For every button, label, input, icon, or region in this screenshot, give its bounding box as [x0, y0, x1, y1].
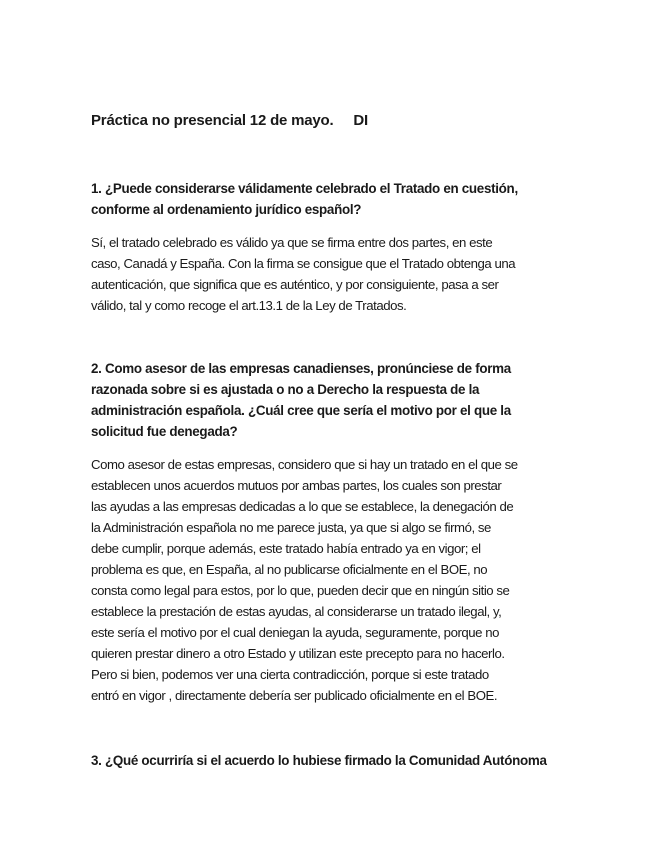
answer-2-line: Pero si bien, podemos ver una cierta contradicción, porque si este tratado	[91, 667, 489, 682]
question-1	[91, 178, 571, 220]
answer-2-line: consta como legal para estos, por lo que, pueden decir que en ningún sitio se	[91, 583, 510, 598]
answer-2-line: entró en vigor , directamente debería ser publicado oficialmente en el BOE.	[91, 688, 498, 703]
answer-2-line: problema es que, en España, al no publicarse oficialmente en el BOE, no	[91, 562, 488, 577]
question-3-line: 3. ¿Qué ocurriría si el acuerdo lo hubiese firmado la Comunidad Autónoma	[91, 753, 547, 768]
question-2-line: 2. Como asesor de las empresas canadienses, pronúnciese de forma	[91, 361, 511, 376]
answer-1	[91, 232, 571, 316]
answer-1-line: Sí, el tratado celebrado es válido ya que se firma entre dos partes, en este	[91, 235, 493, 250]
answer-1-line: autenticación, que significa que es auténtico, y por consiguiente, pasa a ser	[91, 277, 499, 292]
document-title: Práctica no presencial 12 de mayo. DI	[91, 112, 368, 129]
answer-2	[91, 454, 571, 706]
question-1-line: 1. ¿Puede considerarse válidamente celebrado el Tratado en cuestión,	[91, 181, 518, 196]
question-2	[91, 358, 571, 442]
answer-2-line: establece la prestación de estas ayudas, al considerarse un tratado ilegal, y,	[91, 604, 502, 619]
question-2-line: razonada sobre si es ajustada o no a Derecho la respuesta de la	[91, 382, 480, 397]
question-2-line: solicitud fue denegada?	[91, 424, 238, 439]
question-3	[91, 750, 571, 771]
answer-1-line: válido, tal y como recoge el art.13.1 de la Ley de Tratados.	[91, 298, 407, 313]
answer-2-line: Como asesor de estas empresas, considero que si hay un tratado en el que se	[91, 457, 518, 472]
answer-2-line: quieren prestar dinero a otro Estado y utilizan este precepto para no hacerlo.	[91, 646, 505, 661]
answer-2-line: establecen unos acuerdos mutuos por ambas partes, los cuales son prestar	[91, 478, 502, 493]
question-2-line: administración española. ¿Cuál cree que sería el motivo por el que la	[91, 403, 511, 418]
question-1-line: conforme al ordenamiento jurídico español?	[91, 202, 362, 217]
answer-2-line: este sería el motivo por el cual deniegan la ayuda, seguramente, porque no	[91, 625, 500, 640]
answer-2-line: las ayudas a las empresas dedicadas a lo que se establece, la denegación de	[91, 499, 514, 514]
answer-2-line: la Administración española no me parece justa, ya que si algo se firmó, se	[91, 520, 491, 535]
answer-1-line: caso, Canadá y España. Con la firma se consigue que el Tratado obtenga una	[91, 256, 516, 271]
answer-2-line: debe cumplir, porque además, este tratado había entrado ya en vigor; el	[91, 541, 481, 556]
